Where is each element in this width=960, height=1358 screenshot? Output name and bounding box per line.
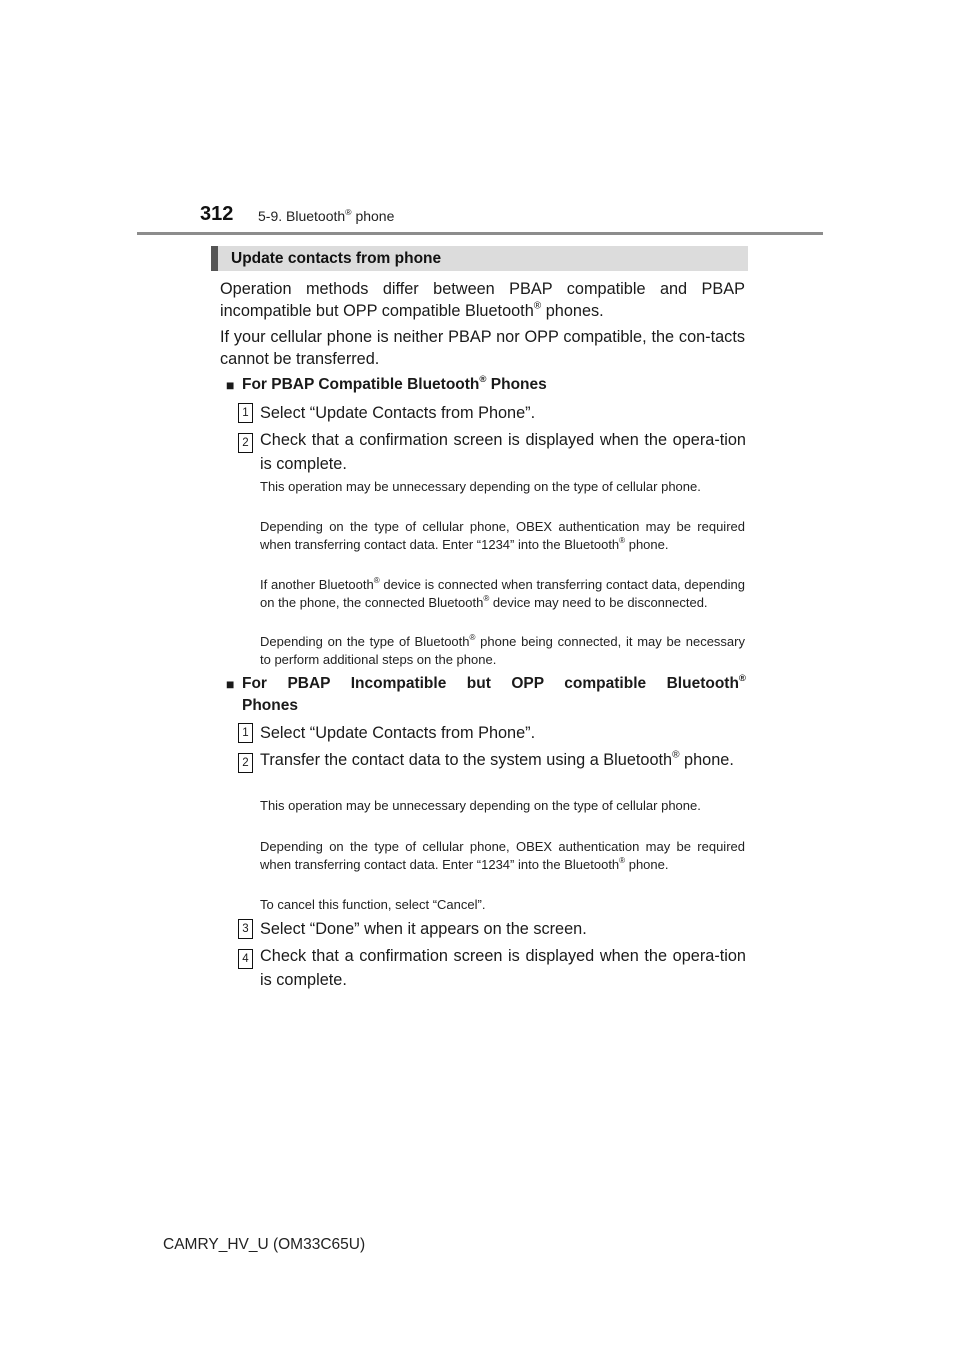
registered-mark: ® (469, 633, 476, 643)
registered-mark: ® (373, 576, 380, 586)
step-item (238, 918, 746, 940)
registered-mark: ® (345, 206, 352, 217)
note-item (260, 576, 745, 611)
square-bullet-icon: ■ (226, 676, 235, 692)
registered-mark: ® (483, 593, 490, 603)
section-label-text: 5-9. Bluetooth (258, 208, 346, 224)
intro-text: Operation methods differ between PBAP compatible and PBAP incompatible but OPP compatible Bluetooth (220, 280, 745, 320)
note-text: If another Bluetooth (260, 577, 374, 592)
step-number-badge: 2 (238, 433, 253, 453)
section-label-tail: phone (351, 208, 395, 224)
note-text: This operation may be unnecessary depending on the type of cellular phone. (260, 479, 701, 494)
step-number-badge: 1 (238, 403, 253, 423)
registered-mark: ® (533, 300, 542, 312)
section-title-bar (211, 246, 748, 271)
note-text: Depending on the type of Bluetooth (260, 634, 470, 649)
note-text-tail: device may need to be disconnected. (489, 594, 708, 610)
note-text-tail: phone. (625, 856, 669, 872)
step-number-badge: 4 (238, 949, 253, 969)
subheading-text-tail: Phones (486, 376, 547, 393)
note-text: This operation may be unnecessary depending on the type of cellular phone. (260, 798, 701, 813)
note-text: To cancel this function, select “Cancel”. (260, 897, 486, 912)
step-number-badge: 2 (238, 753, 253, 773)
step-item (238, 722, 746, 744)
step-item (238, 428, 746, 476)
registered-mark: ® (479, 374, 487, 386)
subheading-text-tail: Phones (242, 697, 298, 714)
step-text-tail: phone. (679, 751, 734, 769)
note-item (260, 478, 745, 496)
square-bullet-icon: ■ (226, 377, 235, 393)
intro-text-tail: phones. (541, 302, 604, 320)
page-number: 312 (200, 203, 234, 225)
note-item (260, 896, 745, 914)
subheading-pbap (226, 374, 746, 396)
note-item (260, 518, 745, 553)
step-item (238, 748, 746, 772)
intro-text: If your cellular phone is neither PBAP nor OPP compatible, the con-tacts cannot be transferred. (220, 328, 745, 368)
note-item (260, 797, 745, 815)
step-text: Select “Done” when it appears on the screen. (260, 920, 587, 938)
step-text: Check that a confirmation screen is displayed when the opera-tion is complete. (260, 431, 746, 473)
header-rule (137, 232, 823, 235)
registered-mark: ® (672, 749, 680, 761)
note-item (260, 838, 745, 873)
note-text-middle: device is connected when transferring contact data, depending on the phone, the connected Bluetooth (260, 577, 745, 610)
step-text: Check that a confirmation screen is displayed when the opera-tion is complete. (260, 947, 746, 989)
intro-paragraph (220, 278, 745, 322)
step-item (238, 944, 746, 992)
step-text: Transfer the contact data to the system using a Bluetooth (260, 751, 673, 769)
note-text: Depending on the type of cellular phone, OBEX authentication may be required when transferring contact data. Enter “1234” into the Bluetooth (260, 839, 745, 872)
note-text-tail: phone being connected, it may be necessary to perform additional steps on the phone. (260, 634, 745, 667)
note-text: Depending on the type of cellular phone, OBEX authentication may be required when transferring contact data. Enter “1234” into the Bluetooth (260, 519, 745, 552)
subheading-text: For PBAP Incompatible but OPP compatible Bluetooth (242, 675, 739, 692)
note-item (260, 633, 745, 668)
registered-mark: ® (738, 673, 746, 685)
subheading-text: For PBAP Compatible Bluetooth (242, 376, 480, 393)
registered-mark: ® (619, 535, 626, 545)
subheading-opp (226, 673, 746, 717)
section-title: Update contacts from phone (231, 250, 442, 267)
step-text: Select “Update Contacts from Phone”. (260, 724, 536, 742)
registered-mark: ® (619, 855, 626, 865)
step-text: Select “Update Contacts from Phone”. (260, 404, 536, 422)
step-number-badge: 3 (238, 919, 253, 939)
step-number-badge: 1 (238, 723, 253, 743)
note-text-tail: phone. (625, 536, 669, 552)
intro-paragraph (220, 326, 745, 370)
section-label (258, 208, 394, 224)
document-code-footer: CAMRY_HV_U (OM33C65U) (163, 1236, 366, 1253)
step-item (238, 402, 746, 424)
